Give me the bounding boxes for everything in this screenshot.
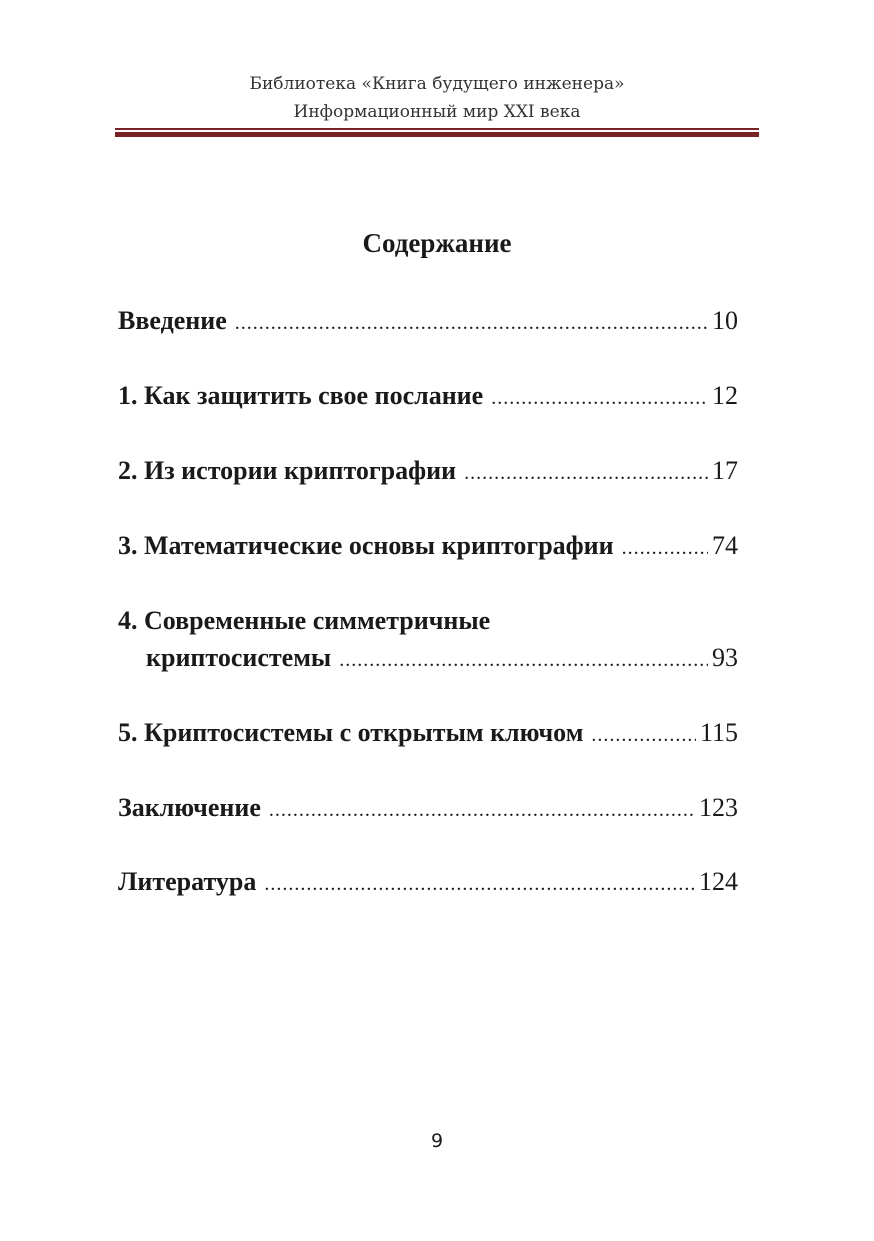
toc-entry-chapter-4-line1[interactable]: 4. Современные симметричные [118, 606, 491, 635]
header-divider [115, 128, 759, 137]
toc-entry-page: 10 [712, 306, 738, 335]
toc-entry-references[interactable] [118, 863, 738, 903]
toc-entry-page: 74 [712, 531, 738, 560]
toc-entry-label: 1. Как защитить свое послание [118, 381, 484, 410]
toc-entry-conclusion[interactable] [118, 789, 738, 829]
dot-leader [235, 304, 708, 342]
toc-entry-introduction[interactable] [118, 302, 738, 342]
toc-entry-page: 115 [699, 718, 738, 747]
toc-entry-chapter-4[interactable] [146, 639, 738, 679]
dot-leader [464, 454, 708, 492]
dot-leader [622, 529, 708, 567]
toc-entry-label: Введение [118, 306, 227, 335]
toc-entry-page: 12 [712, 381, 738, 410]
toc-entry-label: 5. Криптосистемы с открытым ключом [118, 718, 584, 747]
dot-leader [269, 791, 695, 829]
dot-leader [491, 379, 708, 417]
book-title: Информационный мир XXI века [293, 102, 581, 122]
toc-entry-label: 2. Из истории криптографии [118, 456, 457, 485]
page-number: 9 [430, 1130, 444, 1152]
dot-leader [339, 641, 708, 679]
toc-entry-label: 3. Математические основы криптографии [118, 531, 614, 560]
toc-entry-page: 93 [712, 643, 738, 672]
toc-entry-label: Литература [118, 867, 257, 896]
toc-entry-page: 123 [699, 793, 738, 822]
running-header [0, 70, 874, 126]
toc-entry-chapter-1[interactable] [118, 377, 738, 417]
dot-leader [591, 716, 696, 754]
toc-entry-page: 124 [699, 867, 738, 896]
toc-heading: Содержание [362, 228, 512, 258]
toc-entry-page: 17 [712, 456, 738, 485]
toc-entry-chapter-3[interactable] [118, 527, 738, 567]
series-title: Библиотека «Книга будущего инженера» [249, 74, 625, 94]
dot-leader [264, 865, 695, 903]
toc-entry-label: криптосистемы [146, 643, 332, 672]
toc-entry-chapter-2[interactable] [118, 452, 738, 492]
toc-entry-label: Заключение [118, 793, 261, 822]
toc-entry-chapter-5[interactable] [118, 714, 738, 754]
